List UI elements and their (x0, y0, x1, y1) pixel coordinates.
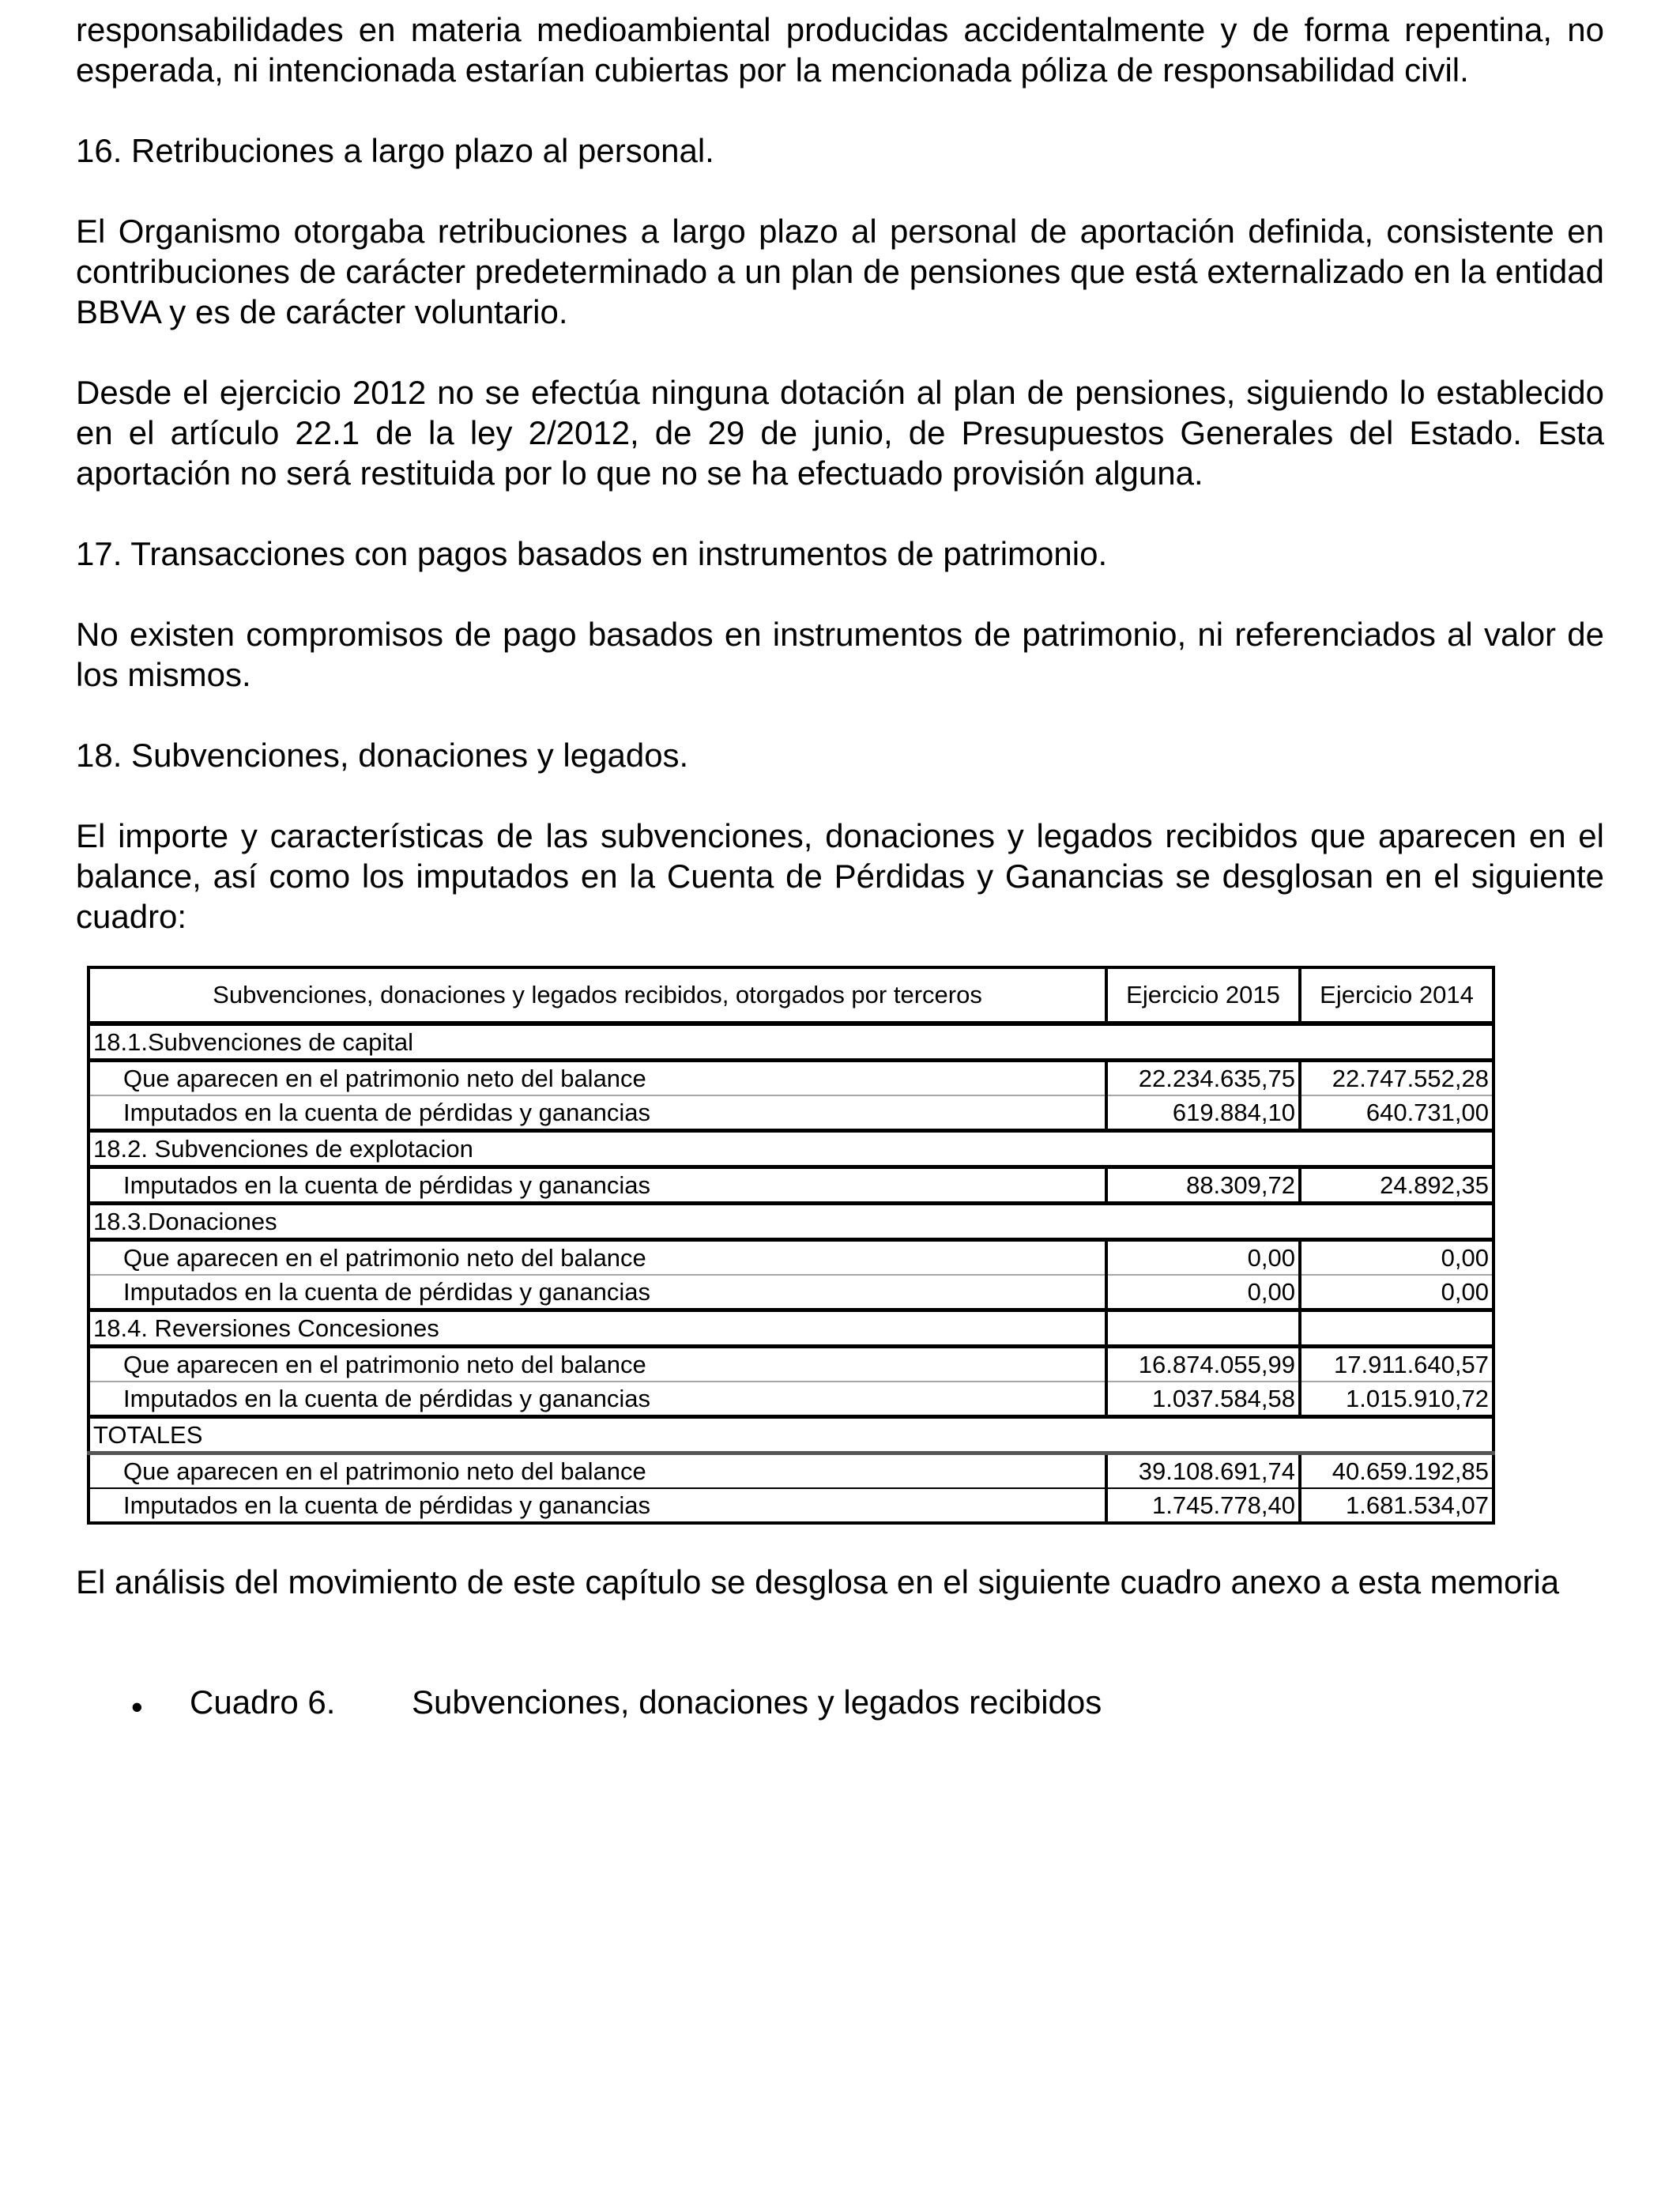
table-row (89, 1240, 1494, 1276)
section-label: 18.4. Reversiones Concesiones (89, 1310, 1106, 1347)
value-2015: 0,00 (1106, 1240, 1300, 1276)
empty-cell (1300, 1310, 1494, 1347)
value-2015: 88.309,72 (1106, 1167, 1300, 1204)
value-2014: 24.892,35 (1300, 1167, 1494, 1204)
empty-cell (1106, 1310, 1300, 1347)
value-2015: 22.234.635,75 (1106, 1061, 1300, 1096)
section-17-paragraph-1: No existen compromisos de pago basados en instrumentos de patrimonio, ni referenciados al valor de los mismos. (76, 616, 1604, 693)
row-label: Que aparecen en el patrimonio neto del balance (89, 1240, 1106, 1276)
value-2014: 22.747.552,28 (1300, 1061, 1494, 1096)
value-2014: 640.731,00 (1300, 1095, 1494, 1131)
subsidies-table-container (87, 966, 1492, 1525)
value-2014: 0,00 (1300, 1275, 1494, 1310)
value-2014: 1.015.910,72 (1300, 1382, 1494, 1417)
section-18-paragraph-1: El importe y características de las subvenciones, donaciones y legados recibidos que aparecen en el balance, así como los imputados en la Cuenta de Pérdidas y Ganancias se desglosan en el siguiente cuadro: (76, 817, 1604, 935)
bullet-code: Cuadro 6. (190, 1683, 336, 1721)
row-label: Imputados en la cuenta de pérdidas y ganancias (89, 1167, 1106, 1204)
section-17-heading: 17. Transacciones con pagos basados en instrumentos de patrimonio. (76, 535, 1108, 572)
row-label: Que aparecen en el patrimonio neto del balance (89, 1061, 1106, 1096)
bullet-icon: • (131, 1688, 143, 1725)
section-18-heading: 18. Subvenciones, donaciones y legados. (76, 737, 689, 774)
table-row (89, 1453, 1494, 1489)
after-table-paragraph: El análisis del movimiento de este capítulo se desglosa en el siguiente cuadro anexo a esta memoria (76, 1563, 1560, 1600)
table-row (89, 1382, 1494, 1417)
value-2015: 16.874.055,99 (1106, 1347, 1300, 1382)
table-header-row (89, 967, 1494, 1023)
value-2015: 0,00 (1106, 1275, 1300, 1310)
table-row (89, 1488, 1494, 1523)
section-label: 18.2. Subvenciones de explotacion (89, 1131, 1494, 1167)
header-year-2015: Ejercicio 2015 (1106, 967, 1300, 1023)
intro-paragraph: responsabilidades en materia medioambiental producidas accidentalmente y de forma repentina, no esperada, ni intencionada estarían cubiertas por la mencionada póliza de responsabilidad civil. (76, 11, 1604, 89)
section-16-heading: 16. Retribuciones a largo plazo al personal. (76, 132, 714, 169)
section-label: 18.3.Donaciones (89, 1204, 1494, 1240)
value-2015: 1.037.584,58 (1106, 1382, 1300, 1417)
row-label: Imputados en la cuenta de pérdidas y ganancias (123, 1491, 650, 1519)
value-2015: 39.108.691,74 (1106, 1453, 1300, 1489)
value-2015: 619.884,10 (1106, 1095, 1300, 1131)
table-row (89, 1347, 1494, 1382)
table-row (89, 1275, 1494, 1310)
section-row-explotacion (89, 1131, 1494, 1167)
row-label: Que aparecen en el patrimonio neto del balance (89, 1347, 1106, 1382)
section-label: TOTALES (89, 1417, 1494, 1453)
header-year-2014: Ejercicio 2014 (1300, 967, 1494, 1023)
table-row (89, 1095, 1494, 1131)
section-row-donaciones (89, 1204, 1494, 1240)
section-row-totales (89, 1417, 1494, 1453)
value-2014: 40.659.192,85 (1300, 1453, 1494, 1489)
section-row-reversiones (89, 1310, 1494, 1347)
bullet-text: Subvenciones, donaciones y legados recibidos (412, 1683, 1102, 1721)
subsidies-table (87, 966, 1495, 1525)
section-16-paragraph-2: Desde el ejercicio 2012 no se efectúa ninguna dotación al plan de pensiones, siguiendo lo establecido en el artículo 22.1 de la ley 2/2012, de 29 de junio, de Presupuestos Generales del Estado. Esta aportación no será restituida por lo que no se ha efectuado provisión alguna. (76, 374, 1604, 492)
after-table-block (76, 1562, 1604, 1642)
table-row (89, 1167, 1494, 1204)
document-page (76, 9, 1604, 937)
row-label: Imputados en la cuenta de pérdidas y ganancias (89, 1275, 1106, 1310)
row-label: Imputados en la cuenta de pérdidas y ganancias (89, 1382, 1106, 1417)
header-concept: Subvenciones, donaciones y legados recibidos, otorgados por terceros (89, 967, 1106, 1023)
row-label: Que aparecen en el patrimonio neto del balance (89, 1453, 1106, 1489)
section-label: 18.1.Subvenciones de capital (89, 1023, 1494, 1061)
value-2014: 0,00 (1300, 1240, 1494, 1276)
table-row (89, 1061, 1494, 1096)
value-2015: 1.745.778,40 (1106, 1488, 1300, 1523)
value-2014: 17.911.640,57 (1300, 1347, 1494, 1382)
section-row-capital (89, 1023, 1494, 1061)
section-16-paragraph-1: El Organismo otorgaba retribuciones a largo plazo al personal de aportación definida, consistente en contribuciones de carácter predeterminado a un plan de pensiones que está externalizado en la entidad BBVA y es de carácter voluntario. (76, 213, 1604, 330)
value-2014: 1.681.534,07 (1300, 1488, 1494, 1523)
row-label: Imputados en la cuenta de pérdidas y ganancias (89, 1095, 1106, 1131)
